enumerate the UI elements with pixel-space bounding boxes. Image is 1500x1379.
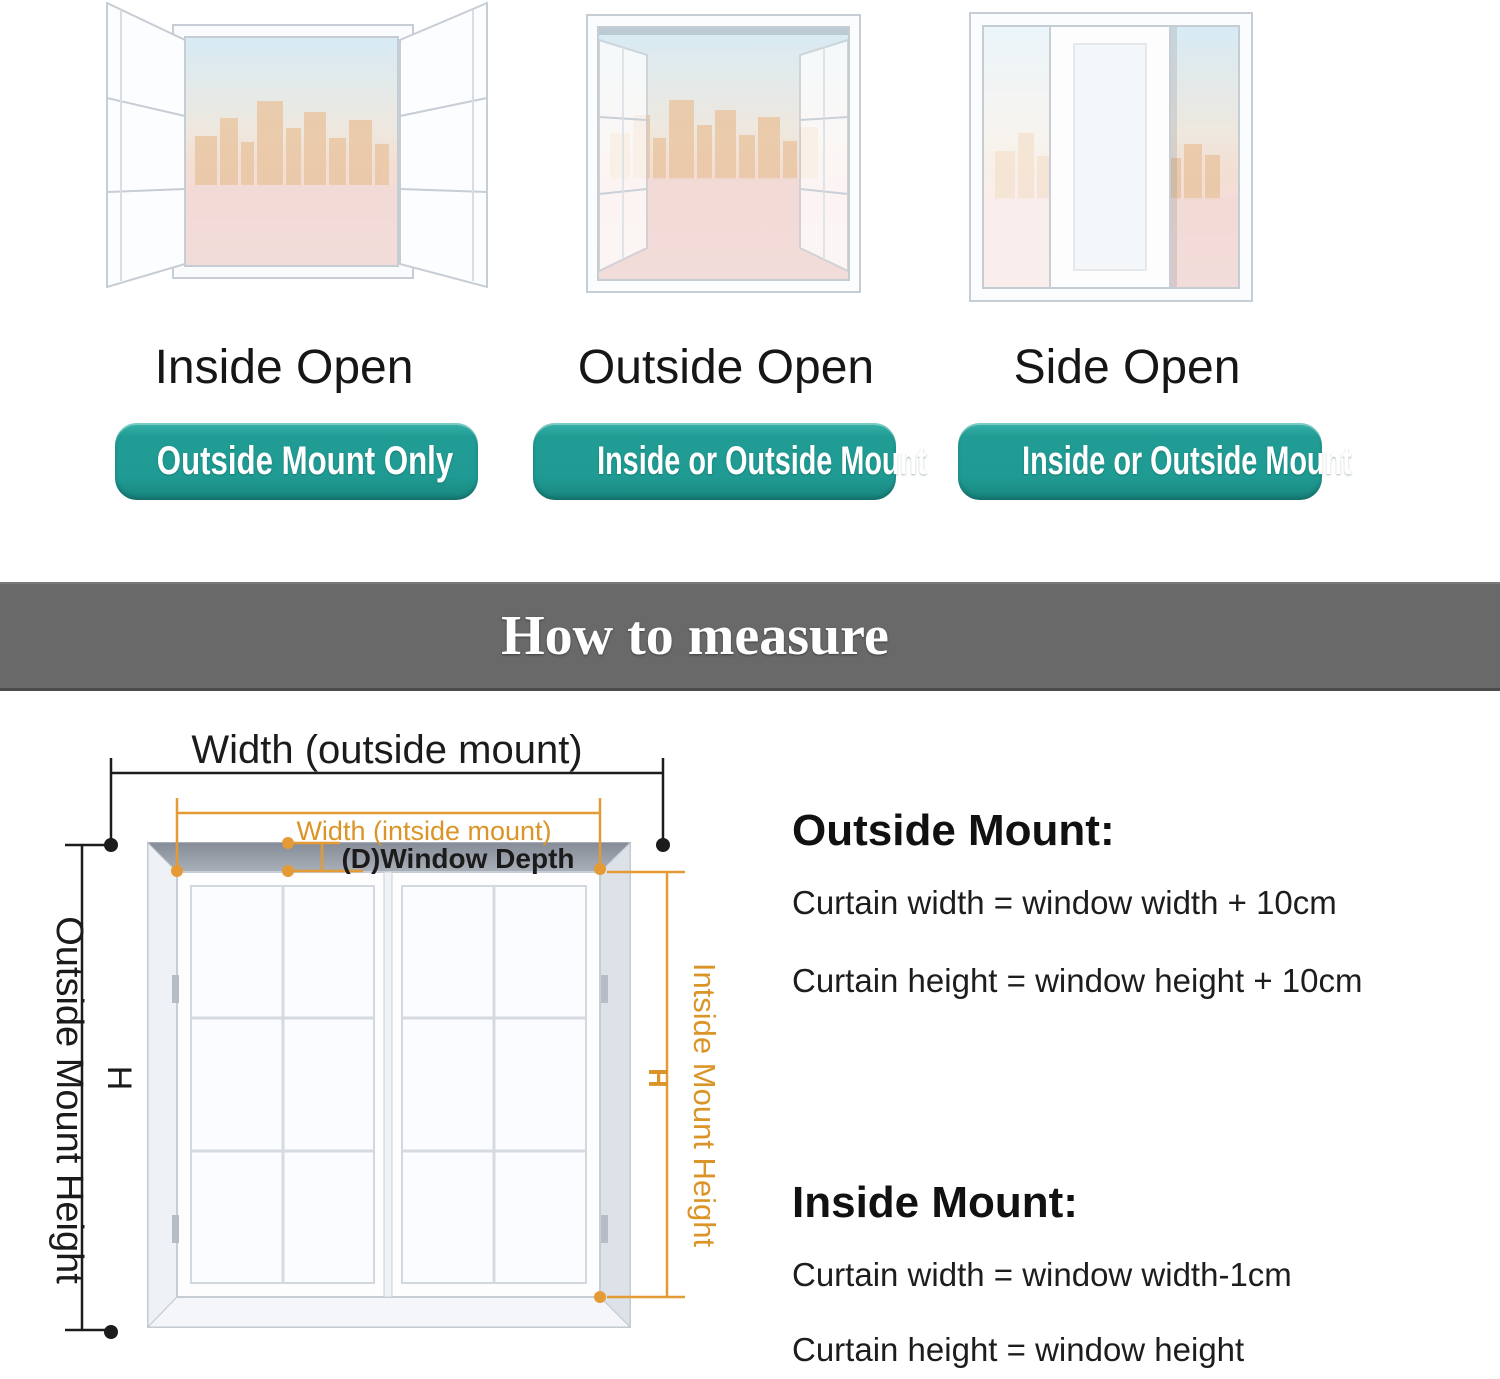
open-pane-left [599,40,647,271]
mount-badge-inside-or-outside-1 [533,423,927,500]
outside-mount-height-formula: Curtain height = window height + 10cm [792,962,1363,999]
window-depth-label: (D)Window Depth [341,843,575,874]
width-outside-label: Width (outside mount) [191,728,583,772]
window-type-label-inside-open: Inside Open [154,341,414,394]
mount-badge-text: Inside or Outside Mount [1022,439,1352,483]
window-type-label-side-open: Side Open [1013,341,1241,394]
mount-badge-outside-only [115,423,478,500]
inside-mount-title: Inside Mount: [792,1178,1078,1227]
outside-open-window-illustration [580,5,870,300]
open-pane-right [800,40,848,271]
mount-badge-text: Inside or Outside Mount [597,439,927,483]
inside-mount-height-label: Intside Mount Height [687,962,722,1248]
outside-mount-height-label: Outside Mount Height [48,916,90,1284]
measuring-diagram [0,690,770,1379]
mount-badge-inside-or-outside-2 [958,423,1352,500]
section-banner [0,582,1500,691]
outside-mount-width-formula: Curtain width = window width + 10cm [792,884,1337,921]
inside-mount-height-formula: Curtain height = window height [792,1331,1245,1368]
outside-mount-title: Outside Mount: [792,806,1115,855]
inside-open-window-illustration [95,0,495,300]
city-view [185,37,398,266]
height-h-right-label: H [643,1068,673,1088]
window-type-label-outside-open: Outside Open [577,341,875,394]
open-pane-right [400,3,487,287]
diagram-window [148,843,630,1327]
width-inside-label: Width (intside mount) [296,816,552,846]
mount-badge-text: Outside Mount Only [156,439,454,483]
center-mullion [384,872,392,1297]
sliding-sash [1050,26,1170,288]
banner-title: How to measure [501,605,889,667]
open-pane-left [107,3,185,287]
inside-mount-width-formula: Curtain width = window width-1cm [792,1256,1292,1293]
side-open-window-illustration [960,5,1260,305]
height-h-left-label: H [100,1065,138,1091]
